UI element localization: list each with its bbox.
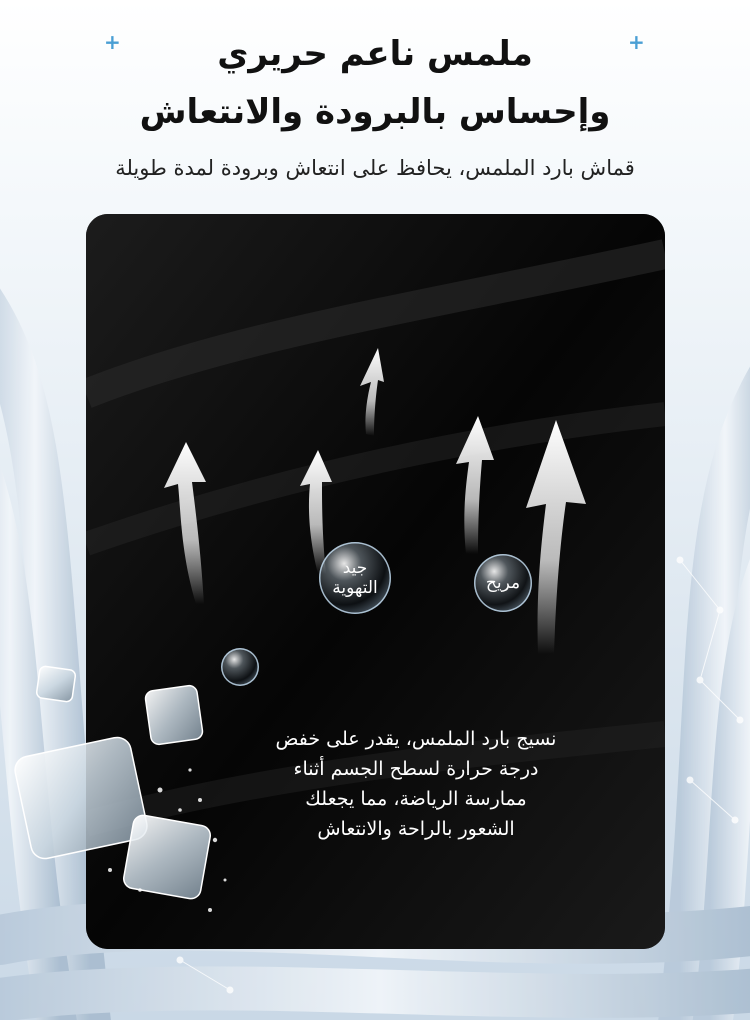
page-title-line2: وإحساس بالبرودة والانتعاش	[139, 92, 611, 132]
comfort-bubble	[474, 554, 532, 612]
plus-decoration-right: +	[628, 30, 645, 54]
description-line: ممارسة الرياضة، مما يجعلك	[305, 788, 527, 810]
comfort-label: مريح	[485, 573, 521, 593]
ice-cubes-icon	[10, 650, 250, 920]
page-title-line1: ملمس ناعم حريري	[217, 34, 533, 74]
ventilation-bubble	[319, 542, 391, 614]
description-line: نسيج بارد الملمس، يقدر على خفض	[275, 728, 557, 750]
ventilation-label: جيد التهوية	[332, 558, 378, 598]
description-line: الشعور بالراحة والانتعاش	[317, 818, 515, 840]
fabric-description	[226, 724, 606, 844]
header	[0, 0, 750, 210]
page-subtitle: قماش بارد الملمس، يحافظ على انتعاش وبرودة لمدة طويلة	[115, 156, 635, 180]
plus-decoration-left: +	[104, 30, 121, 54]
description-line: درجة حرارة لسطح الجسم أثناء	[293, 758, 539, 780]
